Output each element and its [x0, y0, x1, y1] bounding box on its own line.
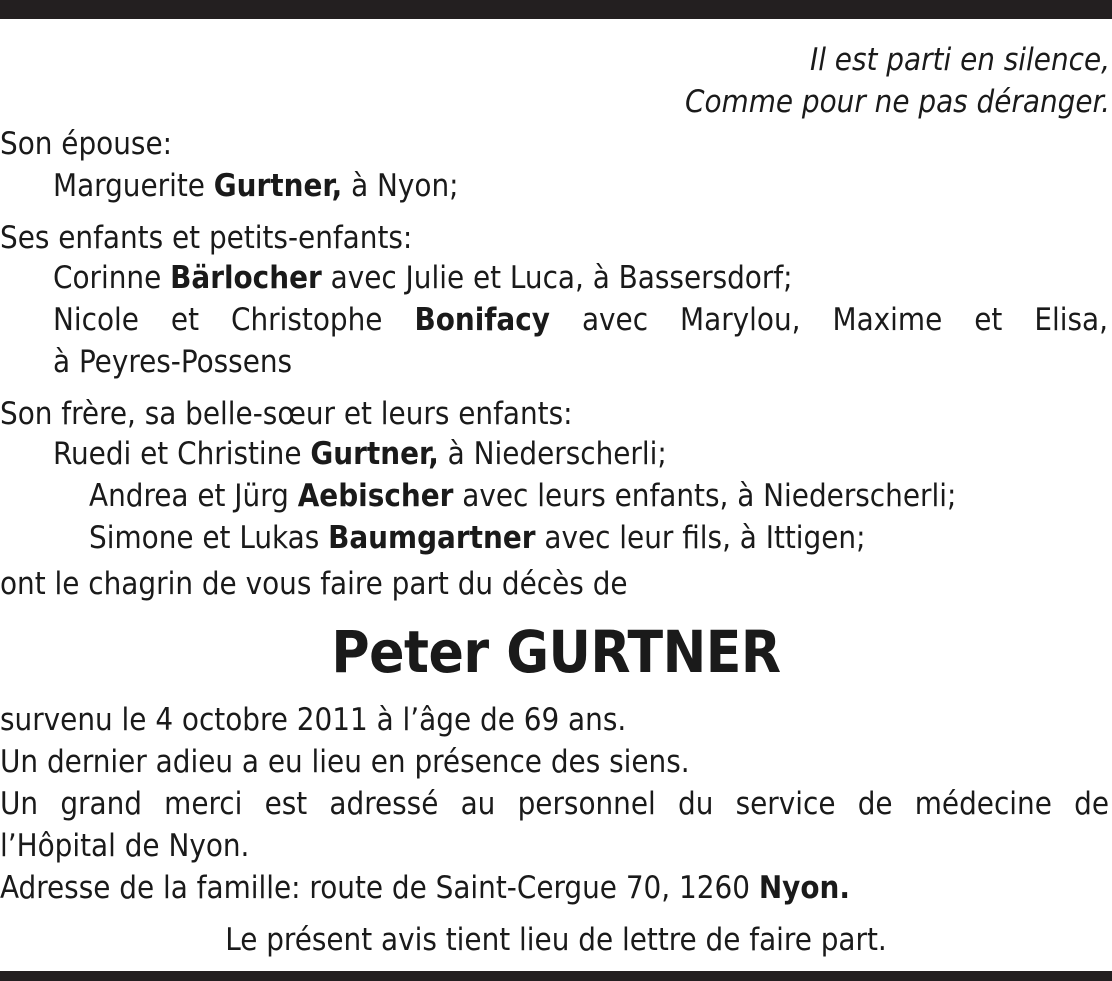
brother3-rest: avec leur fils, à Ittigen; [544, 520, 866, 556]
brother2-first: Andrea et Jürg [89, 478, 289, 514]
epigraph-line-1: Il est parti en silence, [809, 42, 1110, 78]
spouse-line [53, 165, 1112, 207]
child2-last: Bonifacy [414, 302, 550, 338]
thanks-line [0, 783, 1109, 825]
deceased-name: Peter GURTNER [331, 618, 781, 686]
brother-heading: Son frère, sa belle-sœur et leurs enfants: [0, 396, 573, 432]
thanks-word: service [735, 786, 836, 822]
child2-word: avec [581, 302, 649, 338]
address-line [0, 867, 1110, 909]
child2-place: à Peyres-Possens [53, 344, 293, 380]
thanks-word: de [1074, 786, 1109, 822]
thanks-word: personnel [517, 786, 656, 822]
child2-word: et [974, 302, 1003, 338]
closing-line: Le présent avis tient lieu de lettre de faire part. [225, 922, 887, 958]
thanks-word: du [677, 786, 714, 822]
child1-last: Bärlocher [170, 260, 322, 296]
child2-word: Marylou, [680, 302, 801, 338]
thanks-word: médecine [914, 786, 1052, 822]
details-line-2: Un dernier adieu a eu lieu en présence des siens. [0, 744, 690, 780]
thanks-word: grand [60, 786, 142, 822]
thanks-word: adressé [329, 786, 439, 822]
brother1-place: à Niederscherli; [447, 436, 667, 472]
child1-rest: avec Julie et Luca, à Bassersdorf; [330, 260, 793, 296]
thanks-end: l’Hôpital de Nyon. [0, 828, 250, 864]
child1-first: Corinne [53, 260, 162, 296]
thanks-word: est [264, 786, 308, 822]
thanks-word: merci [164, 786, 243, 822]
details-line-1: survenu le 4 octobre 2011 à l’âge de 69 ans. [0, 702, 627, 738]
child2-word: Nicole [53, 302, 139, 338]
thanks-word: au [460, 786, 496, 822]
top-rule [0, 0, 1112, 19]
child2-word: Elisa, [1034, 302, 1108, 338]
bottom-rule [0, 971, 1112, 981]
brother1-first: Ruedi et Christine [53, 436, 302, 472]
children-heading: Ses enfants et petits-enfants: [0, 220, 413, 256]
thanks-word: de [857, 786, 893, 822]
epigraph-line-2: Comme pour ne pas déranger. [685, 84, 1110, 120]
brother2-last: Aebischer [297, 478, 454, 514]
child2-word: Christophe [231, 302, 383, 338]
brother-line-3 [89, 517, 1112, 559]
child2-word: et [170, 302, 200, 338]
address-prefix: Adresse de la famille: route de Saint-Cergue 70, 1260 [0, 870, 750, 906]
brother-line-2 [89, 475, 1112, 517]
spouse-heading: Son épouse: [0, 126, 173, 162]
spouse-first: Marguerite [53, 168, 205, 204]
brother1-last: Gurtner, [310, 436, 439, 472]
thanks-word: Un [0, 786, 39, 822]
child-line-2 [53, 299, 1108, 341]
brother2-rest: avec leurs enfants, à Niederscherli; [462, 478, 957, 514]
brother3-first: Simone et Lukas [89, 520, 320, 556]
brother-line-1 [53, 433, 1112, 475]
brother3-last: Baumgartner [328, 520, 536, 556]
announcement: ont le chagrin de vous faire part du décès de [0, 566, 628, 602]
address-city: Nyon. [758, 870, 850, 906]
spouse-last: Gurtner, [213, 168, 343, 204]
spouse-place: à Nyon; [351, 168, 459, 204]
child-line-1 [53, 257, 1112, 299]
child2-word: Maxime [832, 302, 943, 338]
